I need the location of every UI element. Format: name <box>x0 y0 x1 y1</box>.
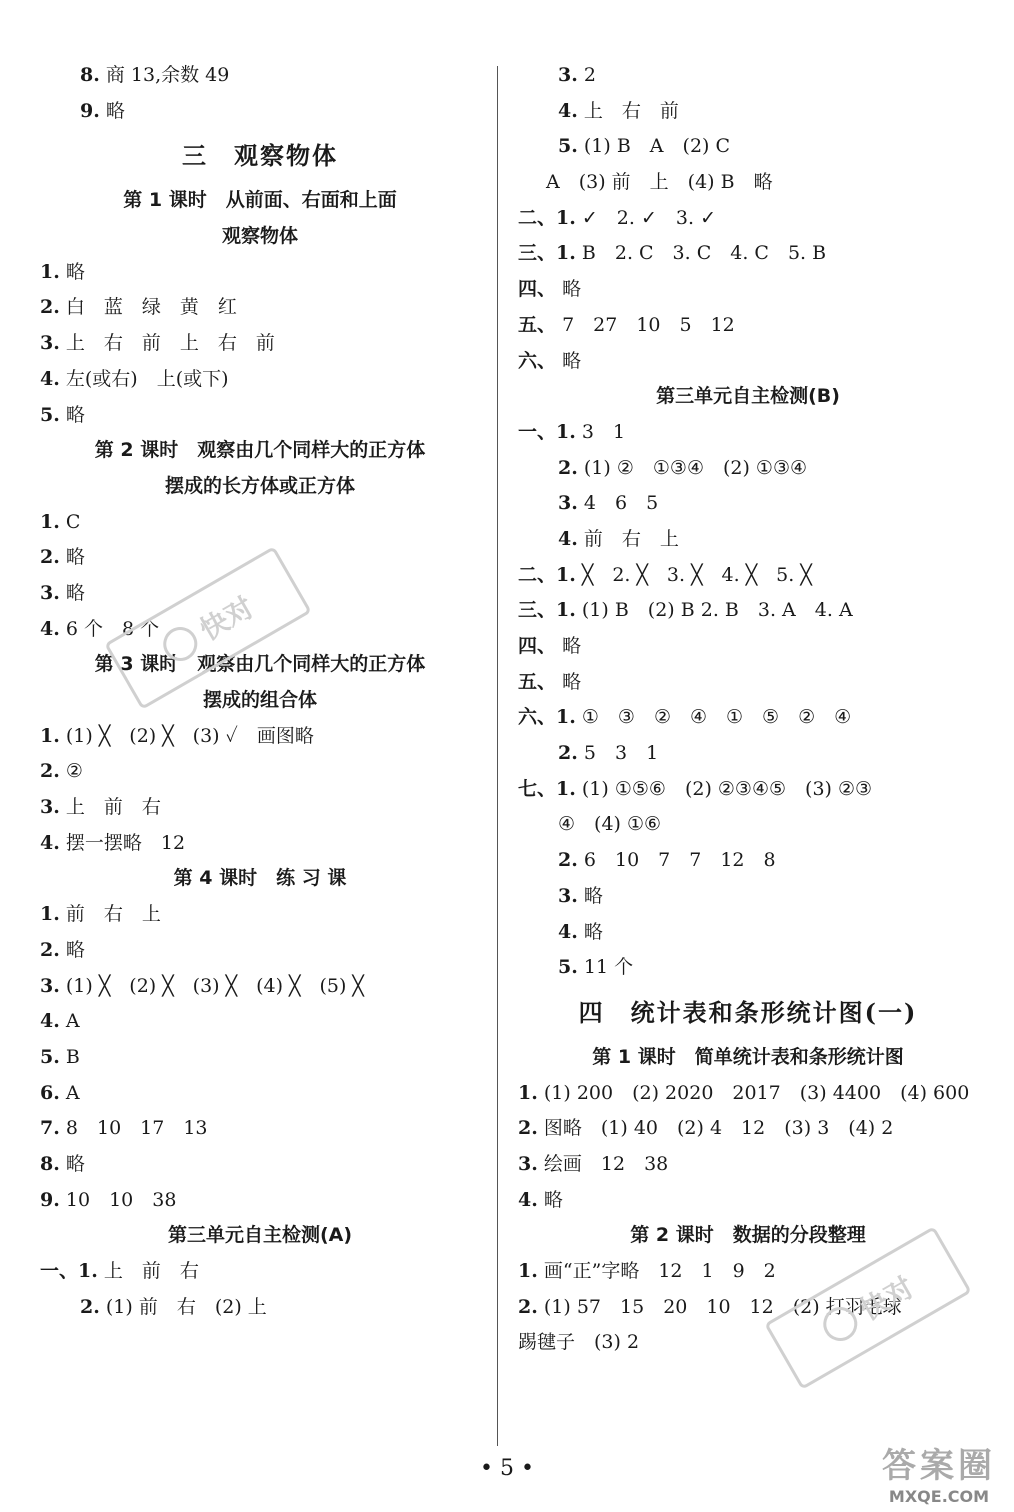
answer-line <box>518 1111 978 1147</box>
answer-text: (1) ╳ (2) ╳ (3) ✓ 画图略 <box>65 724 314 747</box>
answer-line <box>40 326 480 362</box>
answer-line <box>518 950 978 986</box>
item-number: 4. <box>558 920 578 943</box>
answer-text: 上 右 前 <box>583 99 679 122</box>
item-number: 5. <box>558 956 578 979</box>
answer-line <box>518 94 978 130</box>
answer-text: A <box>65 1081 80 1104</box>
page-number: • 5 • <box>480 1456 534 1481</box>
answer-text: 上 前 右 <box>103 1260 199 1282</box>
item-number: 1. <box>40 903 60 926</box>
watermark-icon <box>157 621 203 667</box>
answer-text: 8 10 17 13 <box>65 1117 208 1140</box>
answer-text: (1) B A (2) C <box>583 135 731 158</box>
answer-line <box>40 826 480 862</box>
answer-text: 6 10 7 7 12 8 <box>583 849 776 872</box>
item-number: 3. <box>40 581 60 604</box>
item-number: 3. <box>558 492 578 515</box>
item-number: 4. <box>558 527 578 550</box>
answer-text: 左(或右) 上(或下) <box>65 367 229 390</box>
answer-line <box>40 969 480 1005</box>
answer-text: (1) B (2) B 2. B 3. A 4. A <box>581 599 853 622</box>
item-number: 4. <box>40 1010 60 1033</box>
item-number: 6. <box>40 1081 60 1104</box>
answer-text: ② <box>65 760 83 783</box>
item-number: 一、1. <box>518 420 576 443</box>
answer-line <box>518 308 978 344</box>
item-number: 六、1. <box>518 706 576 729</box>
answer-line <box>518 486 978 522</box>
lesson-heading: 第 1 课时 从前面、右面和上面 <box>123 189 397 212</box>
answer-line <box>518 236 978 272</box>
answer-line <box>40 1290 480 1326</box>
answer-line <box>518 272 978 308</box>
answer-text: 上 右 前 上 右 前 <box>65 332 275 355</box>
answer-line <box>40 255 480 291</box>
item-number: 2. <box>40 938 60 961</box>
lesson-heading: 摆成的长方体或正方体 <box>164 474 355 497</box>
answer-text: 略 <box>105 99 125 122</box>
answer-text: 图略 (1) 40 (2) 4 12 (3) 3 (4) 2 <box>543 1117 894 1140</box>
lesson-heading: 第 2 课时 数据的分段整理 <box>630 1224 866 1247</box>
lesson-heading: 第 3 课时 观察由几个同样大的正方体 <box>94 653 426 676</box>
item-number: 2. <box>558 849 578 872</box>
item-number: 3. <box>40 974 60 997</box>
watermark-text: 快对 <box>194 590 260 648</box>
watermark-icon <box>817 1301 863 1347</box>
answer-text: 略 <box>65 403 85 426</box>
answer-text: ✓ 2. ✓ 3. ✓ <box>581 206 716 229</box>
answer-line <box>518 700 978 736</box>
answer-line <box>40 1147 480 1183</box>
item-number: 8. <box>40 1152 60 1175</box>
answer-text: 略 <box>583 920 603 943</box>
item-number: 2. <box>558 742 578 765</box>
answer-line <box>40 1040 480 1076</box>
item-number: 3. <box>40 796 60 819</box>
answer-line <box>518 451 978 487</box>
answer-text: 前 右 上 <box>583 527 679 550</box>
answer-text: 4 6 5 <box>583 492 659 515</box>
item-number: 4. <box>558 99 578 122</box>
item-number: 2. <box>80 1295 100 1318</box>
answer-text: 商 13,余数 49 <box>105 64 230 86</box>
answer-text: 略 <box>543 1188 563 1211</box>
answer-text: 略 <box>65 546 85 569</box>
answer-line <box>518 772 978 808</box>
answer-line <box>518 915 978 951</box>
answer-line <box>518 665 978 701</box>
answer-line <box>518 415 978 451</box>
answer-text: 2 <box>583 64 596 86</box>
answer-line <box>518 58 978 94</box>
answer-text: (1) 200 (2) 2020 2017 (3) 4400 (4) 600 <box>543 1081 970 1104</box>
unit-heading: 四 统计表和条形统计图(一) <box>578 997 918 1027</box>
item-number: 五、 <box>518 670 557 693</box>
answer-line <box>40 58 480 94</box>
answer-text: (1) ╳ (2) ╳ (3) ╳ (4) ╳ (5) ╳ <box>65 974 364 997</box>
answer-line <box>518 593 978 629</box>
item-number: 4. <box>40 831 60 854</box>
answer-text: 绘画 12 38 <box>543 1152 669 1175</box>
item-number: 3. <box>558 884 578 907</box>
answer-text: 10 10 38 <box>65 1188 177 1211</box>
lesson-heading: 观察物体 <box>221 225 298 248</box>
item-number: 四、 <box>518 635 557 657</box>
answer-line <box>518 879 978 915</box>
answer-line <box>518 129 978 165</box>
answer-text: 略 <box>562 635 582 657</box>
answer-line <box>518 1325 978 1361</box>
answer-text: 前 右 上 <box>65 903 161 926</box>
answer-text: ╳ 2. ╳ 3. ╳ 4. ╳ 5. ╳ <box>581 563 812 586</box>
item-number: 二、1. <box>518 563 576 586</box>
item-number: 3. <box>518 1152 538 1175</box>
right-column <box>518 58 978 1361</box>
answer-text: ① ③ ② ④ ① ⑤ ② ④ <box>581 706 852 729</box>
item-number: 六、 <box>518 349 557 372</box>
answer-line <box>518 1076 978 1112</box>
item-number: 三、1. <box>518 242 576 265</box>
answer-line <box>40 1254 480 1290</box>
item-number: 4. <box>518 1188 538 1211</box>
answer-text: 7 27 10 5 12 <box>562 313 735 336</box>
answer-text: (1) 57 15 20 10 12 (2) 打羽毛球 <box>543 1295 902 1318</box>
answer-line <box>518 1147 978 1183</box>
unit-heading: 三 观察物体 <box>182 141 338 171</box>
lesson-heading: 第三单元自主检测(A) <box>167 1224 353 1247</box>
answer-text: 略 <box>65 938 85 961</box>
answer-line <box>40 719 480 755</box>
answer-line <box>40 1076 480 1112</box>
answer-text: 白 蓝 绿 黄 红 <box>65 296 237 319</box>
item-number: 2. <box>558 456 578 479</box>
item-number: 1. <box>518 1081 538 1104</box>
item-number: 一、1. <box>40 1260 98 1282</box>
answer-text: B 2. C 3. C 4. C 5. B <box>581 242 827 265</box>
item-number: 5. <box>40 403 60 426</box>
answer-text: A <box>65 1010 80 1033</box>
answer-text: 略 <box>562 278 582 301</box>
item-number: 2. <box>40 296 60 319</box>
item-number: 五、 <box>518 313 557 336</box>
answer-line <box>40 1111 480 1147</box>
answer-text: (1) 前 右 (2) 上 <box>105 1295 267 1318</box>
answer-line <box>518 558 978 594</box>
answer-text: (1) ①⑤⑥ (2) ②③④⑤ (3) ②③ <box>581 777 873 800</box>
answer-line <box>518 629 978 665</box>
answer-line <box>518 1183 978 1219</box>
item-number: 1. <box>40 510 60 533</box>
answer-text: 略 <box>65 260 85 283</box>
answer-text: C <box>65 510 81 533</box>
answer-line <box>518 736 978 772</box>
item-number: 9. <box>80 99 100 122</box>
answer-text: 略 <box>65 581 85 604</box>
answer-line <box>40 362 480 398</box>
answer-line <box>40 1183 480 1219</box>
answer-text: 踢毽子 (3) 2 <box>518 1331 640 1354</box>
item-number: 二、1. <box>518 206 576 229</box>
answer-text: 3 1 <box>581 420 626 443</box>
answer-text: 画“正”字略 12 1 9 2 <box>543 1260 776 1282</box>
answer-line <box>40 290 480 326</box>
item-number: 3. <box>40 332 60 355</box>
item-number: 1. <box>40 260 60 283</box>
lesson-heading: 第 1 课时 简单统计表和条形统计图 <box>592 1045 904 1068</box>
site-logo <box>882 1438 996 1506</box>
answer-line <box>40 94 480 130</box>
answer-line <box>518 165 978 201</box>
answer-line <box>518 807 978 843</box>
item-number: 1. <box>518 1260 538 1282</box>
answer-line <box>40 505 480 541</box>
item-number: 七、1. <box>518 777 576 800</box>
answer-line <box>40 790 480 826</box>
item-number: 4. <box>40 617 60 640</box>
item-number: 2. <box>518 1117 538 1140</box>
answer-line <box>518 522 978 558</box>
watermark-text: 快对 <box>854 1270 920 1328</box>
answer-text: (1) ② ①③④ (2) ①③④ <box>583 456 808 479</box>
answer-text: B <box>65 1045 80 1068</box>
item-number: 2. <box>40 760 60 783</box>
answer-text: ④ (4) ①⑥ <box>558 813 662 836</box>
lesson-heading: 第 4 课时 练 习 课 <box>173 867 347 890</box>
answer-text: 5 3 1 <box>583 742 659 765</box>
item-number: 8. <box>80 64 100 86</box>
answer-text: 6 个 8 个 <box>65 617 160 640</box>
answer-line <box>40 398 480 434</box>
answer-text: 摆一摆略 12 <box>65 831 186 854</box>
item-number: 3. <box>558 64 578 86</box>
answer-text: 11 个 <box>583 956 634 979</box>
answer-line <box>518 843 978 879</box>
answer-text: A (3) 前 上 (4) B 略 <box>546 171 773 194</box>
answer-line <box>40 754 480 790</box>
item-number: 7. <box>40 1117 60 1140</box>
lesson-heading: 第三单元自主检测(B) <box>656 385 840 408</box>
site-logo-text: 答案圈 <box>882 1446 996 1486</box>
column-divider <box>497 66 498 1446</box>
item-number: 2. <box>40 546 60 569</box>
item-number: 9. <box>40 1188 60 1211</box>
answer-text: 略 <box>583 884 603 907</box>
item-number: 5. <box>40 1045 60 1068</box>
answer-line <box>518 201 978 237</box>
answer-text: 略 <box>562 670 582 693</box>
answer-text: 略 <box>562 349 582 372</box>
item-number: 4. <box>40 367 60 390</box>
answer-line <box>40 897 480 933</box>
answer-line <box>518 344 978 380</box>
item-number: 四、 <box>518 278 557 301</box>
site-logo-url: MXQE.COM <box>888 1487 990 1506</box>
item-number: 5. <box>558 135 578 158</box>
lesson-heading: 第 2 课时 观察由几个同样大的正方体 <box>94 439 426 462</box>
item-number: 三、1. <box>518 599 576 622</box>
left-column <box>40 58 480 1325</box>
item-number: 2. <box>518 1295 538 1318</box>
answer-text: 略 <box>65 1152 85 1175</box>
answer-line <box>40 1004 480 1040</box>
answer-line <box>40 933 480 969</box>
lesson-heading: 摆成的组合体 <box>202 689 317 711</box>
answer-text: 上 前 右 <box>65 796 161 819</box>
item-number: 1. <box>40 724 60 747</box>
